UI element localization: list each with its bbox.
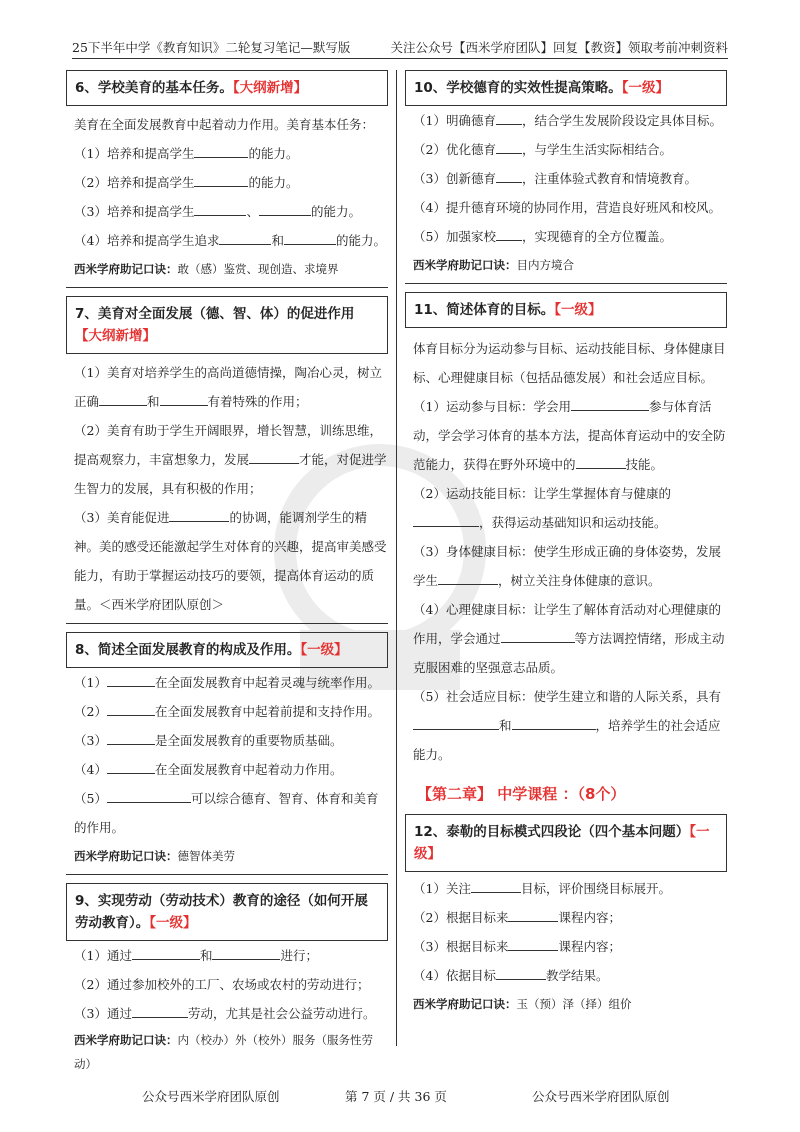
fill-blank[interactable]	[508, 907, 558, 922]
fill-blank[interactable]	[194, 201, 246, 216]
q6-title: 6、学校美育的基本任务。	[75, 80, 233, 96]
fill-blank[interactable]	[496, 226, 522, 241]
q11-para-4: （4）心理健康目标：让学生了解体育活动对心理健康的作用，学会通过 等方法调控情绪，形成主动克服困难的坚强意志品质。	[413, 602, 725, 675]
fill-blank[interactable]	[259, 201, 311, 216]
q8-mnemonic: 西米学府助记口诀：德智体美劳	[74, 849, 235, 863]
q11-intro: 体育目标分为运动参与目标、运动技能目标、身体健康目标、心理健康目标（包括品德发展）和社会适应目标。	[413, 341, 726, 385]
left-column	[66, 70, 388, 1076]
q12-item-4: （4）依据目标 教学结果。	[405, 961, 727, 990]
q6-intro: 美育在全面发展教育中起着动力作用。美育基本任务：	[74, 117, 375, 132]
q8-tag: 【一级】	[300, 642, 348, 658]
fill-blank[interactable]	[219, 230, 271, 245]
fill-blank[interactable]	[501, 628, 575, 643]
q7-credit: ＜西米学府团队原创＞	[99, 597, 225, 612]
column-divider	[396, 70, 397, 1046]
q11-tag: 【一级】	[554, 302, 602, 318]
fill-blank[interactable]	[107, 788, 191, 803]
q8-item-1: （1） 在全面发展教育中起着灵魂与统率作用。	[66, 668, 388, 697]
q9-item-3: （3）通过 劳动，尤其是社会公益劳动进行。	[66, 999, 388, 1028]
divider	[66, 874, 388, 875]
q10-item-2: （2）优化德育 ，与学生生活实际相结合。	[405, 135, 727, 164]
q9-mnemonic: 西米学府助记口诀：内（校办）外（校外）服务（服务性劳动）	[74, 1033, 373, 1071]
q12-title-box	[405, 814, 727, 872]
fill-blank[interactable]	[496, 110, 522, 125]
footer-right: 公众号西米学府团队原创	[532, 1089, 670, 1104]
q7-tag: 【大纲新增】	[75, 328, 156, 344]
fill-blank[interactable]	[194, 143, 248, 158]
fill-blank[interactable]	[471, 878, 521, 893]
q8-item-3: （3） 是全面发展教育的重要物质基础。	[66, 726, 388, 755]
fill-blank[interactable]	[107, 730, 155, 745]
fill-blank[interactable]	[132, 1003, 188, 1018]
q10-title: 10、学校德育的实效性提高策略。	[414, 80, 622, 96]
chapter-heading: 【第二章】 中学课程 ：（8个）	[417, 785, 626, 803]
q9-item-1: （1）通过 和 进行；	[66, 941, 388, 970]
fill-blank[interactable]	[284, 230, 336, 245]
fill-blank[interactable]	[413, 512, 479, 527]
q10-item-4: （4）提升德育环境的协同作用，营造良好班风和校风。	[413, 200, 721, 215]
q7-para-1: （1）美育对培养学生的高尚道德情操，陶冶心灵，树立正确 和 有着特殊的作用；	[74, 365, 382, 409]
fill-blank[interactable]	[212, 945, 280, 960]
fill-blank[interactable]	[107, 672, 155, 687]
q10-mnemonic: 西米学府助记口诀：目内方境合	[413, 258, 574, 272]
q7-para-2: （2）美育有助于学生开阔眼界，增长智慧，训练思维，提高观察力，丰富想象力，发展 才能，对促进学生智力的发展，具有积极的作用；	[74, 423, 387, 496]
q12-item-3: （3）根据目标来 课程内容；	[405, 932, 727, 961]
q8-title-box	[66, 632, 388, 668]
fill-blank[interactable]	[249, 449, 299, 464]
fill-blank[interactable]	[413, 715, 499, 730]
q10-item-3: （3）创新德育 ，注重体验式教育和情境教育。	[405, 164, 727, 193]
right-column	[405, 70, 727, 1018]
q7-para-3: （3）美育能促进 的协调，能调剂学生的精神。美的感受还能激起学生对体育的兴趣，提高审美感受能力，有助于掌握运动技巧的要领，提高体育运动的质量。＜西米学府团队原创＞	[66, 503, 388, 619]
q12-title: 12、泰勒的目标模式四段论（四个基本问题）	[414, 824, 690, 840]
q8-title: 8、简述全面发展教育的构成及作用。	[75, 642, 301, 658]
q8-item-5: （5） 可以综合德育、智育、体育和美育的作用。	[66, 784, 388, 842]
q12-item-1: （1）关注 目标，评价围绕目标展开。	[405, 872, 727, 903]
q6-mnemonic: 西米学府助记口诀：敢（感）鉴赏、现创造、求境界	[74, 262, 339, 276]
q8-item-4: （4） 在全面发展教育中起着动力作用。	[66, 755, 388, 784]
fill-blank[interactable]	[99, 391, 147, 406]
q11-para-1: （1）运动参与目标：学会用 参与体育活动，学会学习体育的基本方法，提高体育运动中的安全防范能力，获得在野外环境中的 技能。	[405, 392, 727, 479]
q7-title-box	[66, 296, 388, 354]
fill-blank[interactable]	[169, 507, 229, 522]
q6-item-2: （2）培养和提高学生 的能力。	[66, 168, 388, 197]
q9-title-box	[66, 883, 388, 941]
q11-title-box	[405, 292, 727, 328]
q6-item-3: （3）培养和提高学生 、 的能力。	[66, 197, 388, 226]
q10-tag: 【一级】	[621, 80, 670, 96]
q10-item-1: （1）明确德育 ，结合学生发展阶段设定具体目标。	[405, 106, 727, 135]
q12-mnemonic: 西米学府助记口诀：玉（预）泽（择）组价	[413, 997, 632, 1011]
fill-blank[interactable]	[496, 965, 546, 980]
fill-blank[interactable]	[107, 701, 155, 716]
page-number: 第 7 页 / 共 36 页	[345, 1089, 447, 1104]
q6-item-4: （4）培养和提高学生追求 和 的能力。	[66, 226, 388, 255]
fill-blank[interactable]	[132, 945, 200, 960]
q10-title-box	[405, 70, 727, 106]
fill-blank[interactable]	[194, 172, 248, 187]
divider	[405, 283, 727, 284]
q11-para-3: （3）身体健康目标：使学生形成正确的身体姿势，发展学生 ，树立关注身体健康的意识。	[413, 544, 721, 588]
q12-tag: 【一级】	[414, 824, 710, 862]
fill-blank[interactable]	[438, 570, 498, 585]
q9-tag: 【一级】	[149, 915, 197, 931]
header-left: 25下半年中学《教育知识》二轮复习笔记—默写版	[72, 40, 351, 55]
q8-item-2: （2） 在全面发展教育中起着前提和支持作用。	[66, 697, 388, 726]
fill-blank[interactable]	[496, 139, 522, 154]
q6-title-box	[66, 70, 388, 106]
header-right: 关注公众号【西米学府团队】回复【教资】领取考前冲刺资料	[390, 40, 728, 55]
fill-blank[interactable]	[508, 936, 558, 951]
q10-item-5: （5）加强家校 ，实现德育的全方位覆盖。	[405, 222, 727, 251]
q9-item-2: （2）通过参加校外的工厂、农场或农村的劳动进行；	[74, 977, 370, 992]
fill-blank[interactable]	[512, 715, 596, 730]
q11-para-5: （5）社会适应目标：使学生建立和谐的人际关系，具有和 ，培养学生的社会适应能力。	[413, 689, 721, 762]
fill-blank[interactable]	[571, 396, 649, 411]
q12-item-2: （2）根据目标来 课程内容；	[405, 903, 727, 932]
q9-title: 9、实现劳动（劳动技术）教育的途径（如何开展劳动教育）。	[75, 893, 368, 931]
divider	[66, 623, 388, 624]
fill-blank[interactable]	[160, 391, 208, 406]
footer-left: 公众号西米学府团队原创	[142, 1089, 280, 1104]
q7-title: 7、美育对全面发展（德、智、体）的促进作用	[75, 306, 355, 322]
page-header	[72, 38, 728, 59]
q11-para-2: （2）运动技能目标：让学生掌握体育与健康的，获得运动基础知识和运动技能。	[413, 486, 671, 530]
q6-item-1: （1）培养和提高学生 的能力。	[66, 139, 388, 168]
fill-blank[interactable]	[576, 454, 626, 469]
q11-title: 11、简述体育的目标。	[414, 302, 555, 318]
fill-blank[interactable]	[107, 759, 155, 774]
q6-tag: 【大纲新增】	[232, 80, 308, 96]
divider	[66, 287, 388, 288]
fill-blank[interactable]	[496, 168, 522, 183]
